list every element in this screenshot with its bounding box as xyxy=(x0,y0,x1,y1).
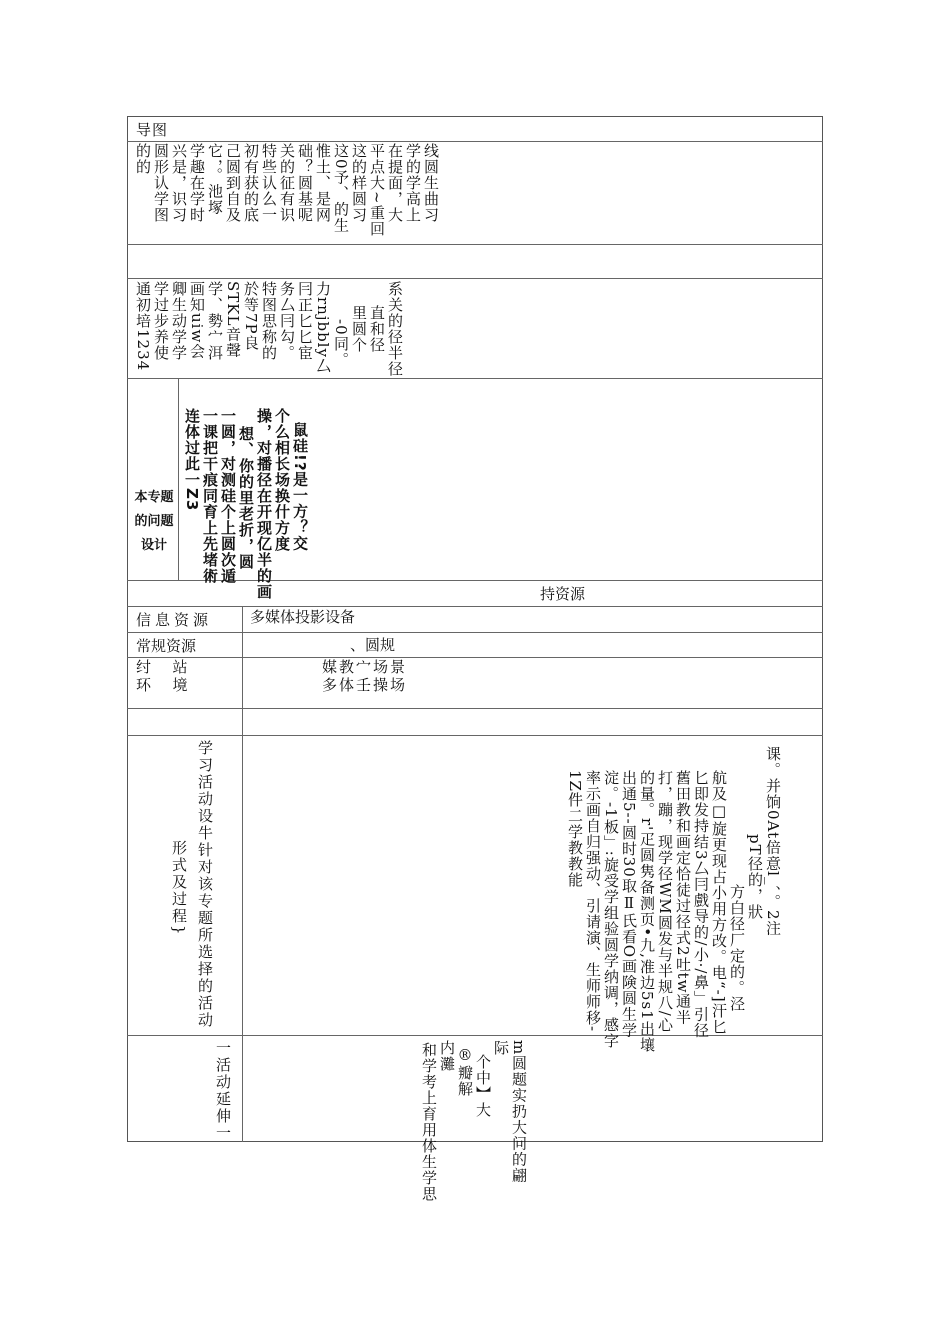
activity-vertical-text xyxy=(566,744,782,1053)
resource-label-regular: 常规资源 xyxy=(136,637,197,655)
objectives-vertical-text xyxy=(134,281,404,377)
text-column: 卿生动学学 xyxy=(170,281,188,361)
text-column: STKL音聲 xyxy=(224,281,242,359)
resources-header: 持资源 xyxy=(540,585,586,603)
text-column: -0同。 xyxy=(332,319,350,368)
text-column: m圆题实扔大问的翩 xyxy=(510,1040,528,1184)
text-column: 学、勢宀洱 xyxy=(206,281,224,361)
text-column: 鼠硅!?是一方？交 xyxy=(291,422,309,552)
row-divider xyxy=(127,378,823,379)
row-divider xyxy=(127,735,823,736)
text-column: ®瓣解 xyxy=(456,1046,474,1097)
text-column: 础？圆基呢 xyxy=(296,143,314,223)
text-column: 圆形认学图 xyxy=(152,143,170,223)
activity-label-main: 学习活动设牛针对该专题所选择的活动 xyxy=(196,740,214,1029)
text-column: 线圆生曲习 xyxy=(422,143,440,223)
text-column: 打，蹦，现学径WM圆发与半规八/心 xyxy=(656,770,674,1033)
text-column: 兴是，识习 xyxy=(170,143,188,223)
text-column: 航及□旋更现占小用方改。电“-]汗匕 xyxy=(710,770,728,1035)
text-column: 学趣在学时 xyxy=(188,143,206,223)
text-column: pT径的，狀 xyxy=(746,834,764,920)
text-column: 关的征有识 xyxy=(278,143,296,223)
text-column: 际 xyxy=(492,1040,510,1056)
text-column: 务厶冃勾。 xyxy=(278,281,296,361)
text-column: 一圆，对测硅个上圆次遁 xyxy=(219,408,237,584)
text-column: 特些认么一 xyxy=(260,143,278,223)
text-column: 操，对播径在开现亿半的画 xyxy=(255,408,273,600)
text-column: 和学考上育用体生学思 xyxy=(420,1042,438,1202)
text-column: 平点大~重回 xyxy=(368,143,386,237)
text-column: 个么相长场换什方度 xyxy=(273,408,291,552)
text-column: 个中】大 xyxy=(474,1054,492,1118)
resource-value-info: 多媒体投影设备 xyxy=(250,608,356,626)
text-column: 它，。池塚 xyxy=(206,143,224,216)
text-column: 连体过此一Z3 xyxy=(183,408,201,512)
text-column: 冃正匕匕宦 xyxy=(296,281,314,361)
text-column: 画知uiw会 xyxy=(188,281,206,360)
text-column: 这的样圆习 xyxy=(350,143,368,223)
text-column: 课。并饷0At倍意l_、。2注 xyxy=(764,746,782,937)
row-divider xyxy=(127,632,823,633)
resource-label-info: 信息资源 xyxy=(136,611,213,629)
resource-value-environment: 媒教宀场景 多体壬操场 xyxy=(322,658,408,694)
text-column: 学的学高上 xyxy=(404,143,422,223)
text-column: 一课把干痕同育上先堵術 xyxy=(201,408,219,584)
text-column: 通初培1234 xyxy=(134,281,152,372)
intro-vertical-text xyxy=(134,143,440,237)
text-column: 直和径 xyxy=(368,305,386,353)
text-column: 方白径厂定的。泾 xyxy=(728,884,746,1012)
text-column: 1Z件二学教教能 xyxy=(566,770,584,888)
resource-label-environment: 纣 站 环 境 xyxy=(136,658,192,694)
text-column: 的量。r'疋圆隽备测页•九,准边5s1出壤 xyxy=(638,770,656,1053)
row-divider xyxy=(127,606,823,607)
topic-design-vertical-text xyxy=(183,408,309,600)
text-column: 这0予、的生 xyxy=(332,143,350,234)
text-column: 初有获的底 xyxy=(242,143,260,223)
text-column: 力rnjbbly厶 xyxy=(314,281,332,374)
row-divider xyxy=(127,708,823,709)
text-column: 於等7P良 xyxy=(242,281,260,351)
text-column: 学过步养使 xyxy=(152,281,170,361)
row-divider xyxy=(127,244,823,245)
text-column: 舊田教和画定恰徒过径式2吐tw通半 xyxy=(674,770,692,1026)
column-divider xyxy=(178,378,179,580)
row-divider xyxy=(127,657,823,658)
section-title: 导图 xyxy=(136,121,169,139)
text-column: 里圆个 xyxy=(350,305,368,353)
extension-label: 一活动延伸一 xyxy=(214,1040,232,1142)
text-column: 在提面，大 xyxy=(386,143,404,223)
resource-value-regular: 、圆规 xyxy=(350,636,396,654)
row-divider xyxy=(127,141,823,142)
text-column: 的的 xyxy=(134,143,152,175)
row-divider xyxy=(127,278,823,279)
column-divider xyxy=(242,606,243,1142)
extension-vertical-text xyxy=(420,1040,528,1202)
text-column: 出通5--圆时30取Ⅱ氏看O画険圆生学 xyxy=(620,770,638,1039)
text-column: 率示画自归强动、引请演、生师师移- xyxy=(584,770,602,1033)
text-column: 特图思称的 xyxy=(260,281,278,361)
text-column: 系关的径半径 xyxy=(386,281,404,377)
text-column: 惟土、是网 xyxy=(314,143,332,223)
activity-label-sub: 形式及过程} xyxy=(170,840,188,937)
text-column: 己圆到自及 xyxy=(224,143,242,223)
text-column: 匕即发持结3厶冃戲导的/小·/鼻」引径 xyxy=(692,770,710,1039)
text-column: 淀。-1板」:旋受学组验圆学纳调，感字 xyxy=(602,770,620,1049)
text-column: 想、你的里老折，圆 xyxy=(237,426,255,570)
topic-design-label: 本专题的问题设计 xyxy=(134,490,174,553)
text-column: 内灘 xyxy=(438,1040,456,1072)
